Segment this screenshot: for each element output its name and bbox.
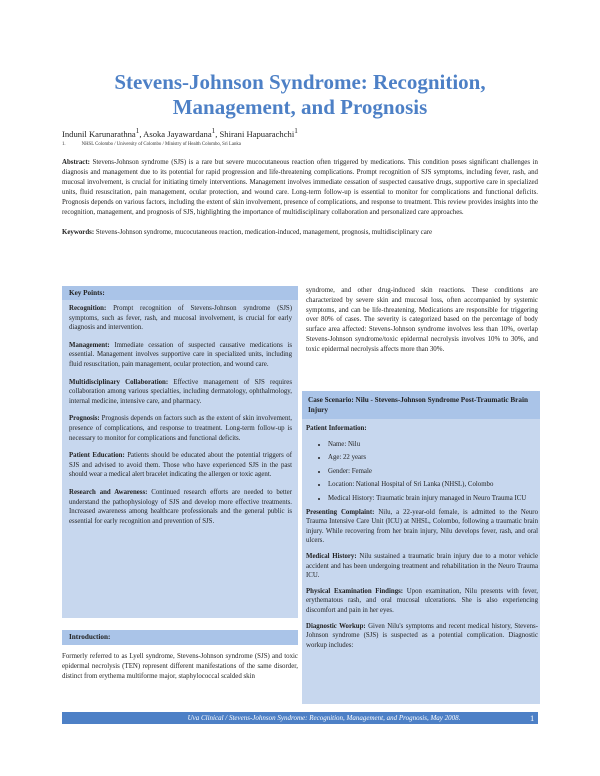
affiliation-text: NHSL Colombo / University of Colombo / Ministry of Health Colombo, Sri Lanka [81,142,241,147]
abstract [62,158,538,217]
patient-info-list [306,440,538,504]
affiliation [62,142,241,147]
medical-history: Medical History: Nilu sustained a traumatic brain injury due to a motor vehicle accident and has been undergoing treatment and rehabilitation in the Neuro Trauma ICU. [306,552,538,580]
author-list: Indunil Karunarathna$^1$, Asoka Jayawardana$^1$, Shirani Hapuarachchi$^1$ [62,127,298,139]
patient-info-item: • Age: 22 years [328,453,538,463]
patient-info-item: • Location: National Hospital of Sri Lanka (NHSL), Colombo [328,480,538,490]
key-point-label: Prognosis: [69,415,100,423]
key-point-label: Research and Awareness: [69,488,148,496]
keywords-label: Keywords: [62,229,95,236]
author-affiliation-marker: 1 [211,127,216,135]
case-scenario-content [306,424,538,656]
author-name: Indunil Karunarathna [62,128,136,139]
page-title: Stevens-Johnson Syndrome: Recognition, Management, and Prognosis [114,70,486,119]
introduction-header: Introduction: [62,630,298,645]
patient-info-item: • Gender: Female [328,467,538,477]
key-point-item: Prognosis: Prognosis depends on factors such as the extent of skin involvement, presence of complications, and response to treatment. Long-term follow-up is necessary to monitor for complications and functional deficits. [69,415,292,442]
keywords [62,228,538,238]
author-affiliation-marker: 1 [294,127,298,135]
abstract-text: Stevens-Johnson syndrome (SJS) is a rare but severe mucocutaneous reaction often triggered by medications. This condition poses significant challenges in diagnosis and management due to its potential for rapid progression and life-threatening complications. Prompt recognition of SJS symptoms, including fever, rash, and mucosal involvement, is crucial for initiating timely interventions. Management involves immediate cessation of suspected causative drugs, supportive care in specialized units, fluid resuscitation, pain management, ocular protection, and wound care. Long-term follow-up is essential to monitor for complications and functional deficits. Prognosis depends on various factors, including the extent of skin involvement, presence of complications, and response to treatment. This review provides insights into the recognition, management, and prognosis of SJS, highlighting the importance of multidisciplinary collaboration and personalized care approaches. [62,159,538,216]
key-point-item: Management: Immediate cessation of suspected causative medications is essential. Management involves supportive care in specialized units, including fluid resuscitation, pain management, ocular protection, and wound care. [69,341,292,368]
author-name: Shirani Hapuarachchi [219,128,295,139]
key-points-box [62,300,298,618]
affiliation-number: 1. [62,142,66,147]
key-point-label: Patient Education: [69,452,125,460]
footer-citation: Uva Clinical / Stevens-Johnson Syndrome: Recognition, Management, and Prognosis, May 2008. [187,714,461,722]
patient-info-item: • Name: Nilu [328,440,538,450]
patient-info-item: • Medical History: Traumatic brain injury managed in Neuro Trauma ICU [328,494,538,504]
diagnostic-workup: Diagnostic Workup: Given Nilu's symptoms and recent medical history, Stevens-Johnson syndrome (SJS) is suspected as a potential complication. Diagnostic workup includes: [306,622,538,649]
key-point-label: Recognition: [69,305,107,312]
abstract-label: Abstract: [62,159,90,166]
presenting-complaint: Presenting Complaint: Nilu, a 22-year-old female, is admitted to the Neuro Trauma Intensive Care Unit (ICU) at NHSL, Colombo, following a traumatic brain injury. While recovering from her brain injury, Nilu develops fever, rash, and oral ulcers. [306,508,539,545]
key-point-item: Multidisciplinary Collaboration: Effective management of SJS requires collaboration among various specialties, including dermatology, ophthalmology, internal medicine, intensive care, and pharmacy. [69,378,292,405]
author-affiliation-marker: 1 [135,127,140,135]
introduction-text: Formerly referred to as Lyell syndrome, Stevens-Johnson syndrome (SJS) and toxic epidermal necrolysis (TEN) represent different manifestations of the same disorder, distinct from erythema multiforme major, staphylococcal scalded skin [62,653,298,680]
key-point-item: Research and Awareness: Continued research efforts are needed to better understand the pathophysiology of SJS and develop more effective treatments. Increased awareness among healthcare professionals and the general public is essential for early recognition and prevention of SJS. [69,488,292,525]
keywords-text: Stevens-Johnson syndrome, mucocutaneous reaction, medication-induced, management, prognosis, multidisciplinary care [95,229,433,236]
page-number: 1 [530,713,535,723]
page-footer [62,712,538,724]
key-point-label: Multidisciplinary Collaboration: [69,378,169,386]
physical-exam: Physical Examination Findings: Upon examination, Nilu presents with fever, erythematous rash, and oral mucosal ulcerations. She is also experiencing discomfort and pain in her eyes. [306,587,538,614]
key-point-label: Management: [69,341,110,349]
introduction-continuation: syndrome, and other drug-induced skin reactions. These conditions are characterized by severe skin and mucosal loss, often accompanied by systemic symptoms, and can be life-threatening. Medications are responsible for triggering over 80% of cases. The severity is categorized based on the percentage of body surface area affected: Stevens-Johnson syndrome involves less than 10%, overlap Stevens-Johnson syndrome/toxic epidermal necrolysis involves 10% to 30%, and toxic epidermal necrolysis affects more than 30%. [306,287,538,353]
key-point-item: Patient Education: Patients should be educated about the potential triggers of SJS and advised to avoid them. Those who have experienced SJS in the past should wear a medical alert bracelet indicating the allergen or toxic agent. [69,452,292,479]
key-point-item: Recognition: Prompt recognition of Stevens-Johnson syndrome (SJS) symptoms, such as fever, rash, and mucosal involvement, is crucial for early diagnosis and intervention. [69,305,292,332]
key-points-header: Key Points: [62,286,298,300]
author-name: Asoka Jayawardana [143,128,212,139]
case-scenario-header: Case Scenario: Nilu - Stevens-Johnson Syndrome Post-Traumatic Brain Injury [302,391,540,419]
patient-info-title: Patient Information: [306,425,367,432]
